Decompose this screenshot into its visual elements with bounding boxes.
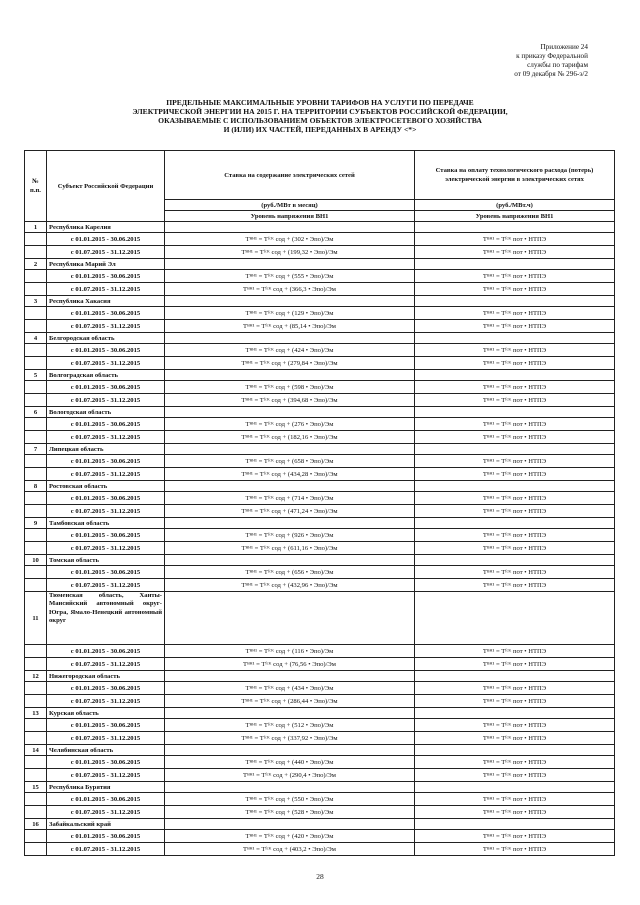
period-row bbox=[25, 492, 615, 505]
region-name: Томская область bbox=[47, 555, 165, 566]
row-number: 8 bbox=[25, 481, 47, 492]
appendix-line: Приложение 24 bbox=[540, 43, 588, 51]
empty-cell bbox=[25, 357, 47, 370]
loss-formula: Tᴮᴴ¹ = Tᶠᶜᴷ пот • НТПЭ bbox=[415, 320, 615, 333]
region-name: Республика Карелия bbox=[47, 222, 165, 233]
region-row bbox=[25, 407, 615, 418]
empty-cell bbox=[415, 296, 615, 307]
region-row bbox=[25, 259, 615, 270]
maintenance-formula: Tᴮᴴ¹ = Tᶠᶜᴷ сод + (424 • Эпо)/Эм bbox=[165, 344, 415, 357]
period-label: с 01.01.2015 - 30.06.2015 bbox=[47, 233, 165, 246]
maintenance-formula: Tᴮᴴ¹ = Tᶠᶜᴷ сод + (926 • Эпо)/Эм bbox=[165, 529, 415, 542]
period-label: с 01.07.2015 - 31.12.2015 bbox=[47, 843, 165, 856]
period-row bbox=[25, 233, 615, 246]
period-label: с 01.07.2015 - 31.12.2015 bbox=[47, 468, 165, 481]
header-voltage-maintenance: Уровень напряжения ВН1 bbox=[165, 211, 415, 222]
empty-cell bbox=[25, 246, 47, 259]
document-title bbox=[110, 98, 530, 134]
region-name: Вологодская область bbox=[47, 407, 165, 418]
empty-cell bbox=[415, 518, 615, 529]
period-row bbox=[25, 756, 615, 769]
empty-cell bbox=[165, 819, 415, 830]
period-label: с 01.07.2015 - 31.12.2015 bbox=[47, 283, 165, 296]
row-number: 6 bbox=[25, 407, 47, 418]
maintenance-formula: Tᴮᴴ¹ = Tᶠᶜᴷ сод + (279,84 • Эпо)/Эм bbox=[165, 357, 415, 370]
row-number: 7 bbox=[25, 444, 47, 455]
header-unit-loss: (руб./МВт.ч) bbox=[415, 200, 615, 211]
empty-cell bbox=[25, 695, 47, 708]
period-label: с 01.07.2015 - 31.12.2015 bbox=[47, 431, 165, 444]
empty-cell bbox=[415, 745, 615, 756]
empty-cell bbox=[415, 370, 615, 381]
appendix-line: службы по тарифам bbox=[527, 61, 588, 69]
empty-cell bbox=[165, 782, 415, 793]
loss-formula: Tᴮᴴ¹ = Tᶠᶜᴷ пот • НТПЭ bbox=[415, 566, 615, 579]
period-row bbox=[25, 793, 615, 806]
loss-formula: Tᴮᴴ¹ = Tᶠᶜᴷ пот • НТПЭ bbox=[415, 529, 615, 542]
period-row bbox=[25, 566, 615, 579]
period-label: с 01.07.2015 - 31.12.2015 bbox=[47, 246, 165, 259]
empty-cell bbox=[25, 270, 47, 283]
period-row bbox=[25, 658, 615, 671]
maintenance-formula: Tᴮᴴ¹ = Tᶠᶜᴷ сод + (366,3 • Эпо)/Эм bbox=[165, 283, 415, 296]
region-name: Волгоградская область bbox=[47, 370, 165, 381]
period-row bbox=[25, 307, 615, 320]
title-line: ЭЛЕКТРИЧЕСКОЙ ЭНЕРГИИ НА 2015 Г. НА ТЕРРИТОРИИ СУБЪЕКТОВ РОССИЙСКОЙ ФЕДЕРАЦИИ, bbox=[132, 107, 508, 116]
empty-cell bbox=[415, 444, 615, 455]
period-row bbox=[25, 682, 615, 695]
region-row bbox=[25, 370, 615, 381]
region-row bbox=[25, 222, 615, 233]
period-row bbox=[25, 843, 615, 856]
empty-cell bbox=[25, 381, 47, 394]
loss-formula: Tᴮᴴ¹ = Tᶠᶜᴷ пот • НТПЭ bbox=[415, 357, 615, 370]
region-row bbox=[25, 481, 615, 492]
title-line: И (ИЛИ) ИХ ЧАСТЕЙ, ПЕРЕДАННЫХ В АРЕНДУ <*> bbox=[223, 125, 417, 134]
region-name: Республика Хакасия bbox=[47, 296, 165, 307]
maintenance-formula: Tᴮᴴ¹ = Tᶠᶜᴷ сод + (555 • Эпо)/Эм bbox=[165, 270, 415, 283]
empty-cell bbox=[415, 708, 615, 719]
loss-formula: Tᴮᴴ¹ = Tᶠᶜᴷ пот • НТПЭ bbox=[415, 830, 615, 843]
region-name: Республика Марий Эл bbox=[47, 259, 165, 270]
empty-cell bbox=[25, 682, 47, 695]
period-row bbox=[25, 283, 615, 296]
row-number: 15 bbox=[25, 782, 47, 793]
period-row bbox=[25, 505, 615, 518]
period-label: с 01.07.2015 - 31.12.2015 bbox=[47, 732, 165, 745]
period-label: с 01.01.2015 - 30.06.2015 bbox=[47, 270, 165, 283]
maintenance-formula: Tᴮᴴ¹ = Tᶠᶜᴷ сод + (129 • Эпо)/Эм bbox=[165, 307, 415, 320]
loss-formula: Tᴮᴴ¹ = Tᶠᶜᴷ пот • НТПЭ bbox=[415, 344, 615, 357]
empty-cell bbox=[25, 793, 47, 806]
row-number: 2 bbox=[25, 259, 47, 270]
loss-formula: Tᴮᴴ¹ = Tᶠᶜᴷ пот • НТПЭ bbox=[415, 505, 615, 518]
empty-cell bbox=[165, 518, 415, 529]
empty-cell bbox=[165, 481, 415, 492]
empty-cell bbox=[415, 222, 615, 233]
empty-cell bbox=[25, 843, 47, 856]
region-name: Челябинская область bbox=[47, 745, 165, 756]
loss-formula: Tᴮᴴ¹ = Tᶠᶜᴷ пот • НТПЭ bbox=[415, 418, 615, 431]
maintenance-formula: Tᴮᴴ¹ = Tᶠᶜᴷ сод + (302 • Эпо)/Эм bbox=[165, 233, 415, 246]
empty-cell bbox=[25, 492, 47, 505]
empty-cell bbox=[165, 708, 415, 719]
maintenance-formula: Tᴮᴴ¹ = Tᶠᶜᴷ сод + (598 • Эпо)/Эм bbox=[165, 381, 415, 394]
empty-cell bbox=[25, 505, 47, 518]
header-subject: Субъект Российской Федерации bbox=[47, 151, 165, 222]
empty-cell bbox=[25, 756, 47, 769]
maintenance-formula: Tᴮᴴ¹ = Tᶠᶜᴷ сод + (656 • Эпо)/Эм bbox=[165, 566, 415, 579]
period-row bbox=[25, 695, 615, 708]
period-label: с 01.07.2015 - 31.12.2015 bbox=[47, 394, 165, 407]
period-label: с 01.01.2015 - 30.06.2015 bbox=[47, 645, 165, 658]
empty-cell bbox=[415, 592, 615, 645]
region-name: Республика Бурятия bbox=[47, 782, 165, 793]
empty-cell bbox=[25, 579, 47, 592]
period-label: с 01.07.2015 - 31.12.2015 bbox=[47, 357, 165, 370]
loss-formula: Tᴮᴴ¹ = Tᶠᶜᴷ пот • НТПЭ bbox=[415, 682, 615, 695]
empty-cell bbox=[415, 671, 615, 682]
row-number: 3 bbox=[25, 296, 47, 307]
row-number: 1 bbox=[25, 222, 47, 233]
empty-cell bbox=[25, 344, 47, 357]
loss-formula: Tᴮᴴ¹ = Tᶠᶜᴷ пот • НТПЭ bbox=[415, 381, 615, 394]
title-line: ПРЕДЕЛЬНЫЕ МАКСИМАЛЬНЫЕ УРОВНИ ТАРИФОВ НА УСЛУГИ ПО ПЕРЕДАЧЕ bbox=[166, 98, 474, 107]
empty-cell bbox=[165, 370, 415, 381]
region-row bbox=[25, 782, 615, 793]
loss-formula: Tᴮᴴ¹ = Tᶠᶜᴷ пот • НТПЭ bbox=[415, 695, 615, 708]
period-label: с 01.07.2015 - 31.12.2015 bbox=[47, 579, 165, 592]
period-label: с 01.01.2015 - 30.06.2015 bbox=[47, 756, 165, 769]
empty-cell bbox=[165, 745, 415, 756]
row-number: 10 bbox=[25, 555, 47, 566]
period-row bbox=[25, 830, 615, 843]
period-row bbox=[25, 645, 615, 658]
period-label: с 01.01.2015 - 30.06.2015 bbox=[47, 455, 165, 468]
period-row bbox=[25, 344, 615, 357]
empty-cell bbox=[25, 394, 47, 407]
empty-cell bbox=[25, 320, 47, 333]
header-unit-maintenance: (руб./МВт в месяц) bbox=[165, 200, 415, 211]
appendix-line: от 09 декабря № 296-э/2 bbox=[514, 70, 588, 78]
loss-formula: Tᴮᴴ¹ = Tᶠᶜᴷ пот • НТПЭ bbox=[415, 542, 615, 555]
empty-cell bbox=[25, 830, 47, 843]
maintenance-formula: Tᴮᴴ¹ = Tᶠᶜᴷ сод + (286,44 • Эпо)/Эм bbox=[165, 695, 415, 708]
maintenance-formula: Tᴮᴴ¹ = Tᶠᶜᴷ сод + (512 • Эпо)/Эм bbox=[165, 719, 415, 732]
empty-cell bbox=[165, 296, 415, 307]
empty-cell bbox=[165, 333, 415, 344]
row-number: 5 bbox=[25, 370, 47, 381]
loss-formula: Tᴮᴴ¹ = Tᶠᶜᴷ пот • НТПЭ bbox=[415, 468, 615, 481]
tariff-table bbox=[24, 150, 615, 856]
region-row bbox=[25, 296, 615, 307]
maintenance-formula: Tᴮᴴ¹ = Tᶠᶜᴷ сод + (471,24 • Эпо)/Эм bbox=[165, 505, 415, 518]
maintenance-formula: Tᴮᴴ¹ = Tᶠᶜᴷ сод + (434,28 • Эпо)/Эм bbox=[165, 468, 415, 481]
period-label: с 01.01.2015 - 30.06.2015 bbox=[47, 307, 165, 320]
period-label: с 01.07.2015 - 31.12.2015 bbox=[47, 542, 165, 555]
period-row bbox=[25, 357, 615, 370]
period-label: с 01.01.2015 - 30.06.2015 bbox=[47, 381, 165, 394]
loss-formula: Tᴮᴴ¹ = Tᶠᶜᴷ пот • НТПЭ bbox=[415, 719, 615, 732]
region-name: Тамбовская область bbox=[47, 518, 165, 529]
empty-cell bbox=[25, 455, 47, 468]
region-row bbox=[25, 671, 615, 682]
period-row bbox=[25, 806, 615, 819]
row-number: 12 bbox=[25, 671, 47, 682]
maintenance-formula: Tᴮᴴ¹ = Tᶠᶜᴷ сод + (714 • Эпо)/Эм bbox=[165, 492, 415, 505]
empty-cell bbox=[25, 566, 47, 579]
empty-cell bbox=[25, 529, 47, 542]
maintenance-formula: Tᴮᴴ¹ = Tᶠᶜᴷ сод + (290,4 • Эпо)/Эм bbox=[165, 769, 415, 782]
period-label: с 01.07.2015 - 31.12.2015 bbox=[47, 806, 165, 819]
region-name: Липецкая область bbox=[47, 444, 165, 455]
period-label: с 01.07.2015 - 31.12.2015 bbox=[47, 658, 165, 671]
period-label: с 01.01.2015 - 30.06.2015 bbox=[47, 492, 165, 505]
period-row bbox=[25, 579, 615, 592]
maintenance-formula: Tᴮᴴ¹ = Tᶠᶜᴷ сод + (432,96 • Эпо)/Эм bbox=[165, 579, 415, 592]
empty-cell bbox=[25, 418, 47, 431]
header-num: № п.п. bbox=[25, 151, 47, 222]
maintenance-formula: Tᴮᴴ¹ = Tᶠᶜᴷ сод + (199,32 • Эпо)/Эм bbox=[165, 246, 415, 259]
maintenance-formula: Tᴮᴴ¹ = Tᶠᶜᴷ сод + (76,56 • Эпо)/Эм bbox=[165, 658, 415, 671]
region-row bbox=[25, 518, 615, 529]
period-label: с 01.07.2015 - 31.12.2015 bbox=[47, 320, 165, 333]
loss-formula: Tᴮᴴ¹ = Tᶠᶜᴷ пот • НТПЭ bbox=[415, 283, 615, 296]
period-row bbox=[25, 418, 615, 431]
empty-cell bbox=[415, 259, 615, 270]
loss-formula: Tᴮᴴ¹ = Tᶠᶜᴷ пот • НТПЭ bbox=[415, 246, 615, 259]
empty-cell bbox=[25, 542, 47, 555]
loss-formula: Tᴮᴴ¹ = Tᶠᶜᴷ пот • НТПЭ bbox=[415, 658, 615, 671]
region-name: Ростовская область bbox=[47, 481, 165, 492]
maintenance-formula: Tᴮᴴ¹ = Tᶠᶜᴷ сод + (658 • Эпо)/Эм bbox=[165, 455, 415, 468]
row-number: 13 bbox=[25, 708, 47, 719]
loss-formula: Tᴮᴴ¹ = Tᶠᶜᴷ пот • НТПЭ bbox=[415, 394, 615, 407]
period-row bbox=[25, 529, 615, 542]
empty-cell bbox=[165, 444, 415, 455]
region-name: Курская область bbox=[47, 708, 165, 719]
region-name: Тюменская область, Ханты-Мансийский автономный округ-Югра, Ямало-Ненецкий автономный округ bbox=[47, 592, 165, 645]
maintenance-formula: Tᴮᴴ¹ = Tᶠᶜᴷ сод + (276 • Эпо)/Эм bbox=[165, 418, 415, 431]
empty-cell bbox=[415, 782, 615, 793]
period-row bbox=[25, 381, 615, 394]
empty-cell bbox=[25, 732, 47, 745]
empty-cell bbox=[25, 431, 47, 444]
appendix-line: к приказу Федеральной bbox=[516, 52, 588, 60]
region-row bbox=[25, 333, 615, 344]
empty-cell bbox=[25, 645, 47, 658]
maintenance-formula: Tᴮᴴ¹ = Tᶠᶜᴷ сод + (420 • Эпо)/Эм bbox=[165, 830, 415, 843]
empty-cell bbox=[25, 658, 47, 671]
period-row bbox=[25, 769, 615, 782]
header-voltage-loss: Уровень напряжения ВН1 bbox=[415, 211, 615, 222]
maintenance-formula: Tᴮᴴ¹ = Tᶠᶜᴷ сод + (394,68 • Эпо)/Эм bbox=[165, 394, 415, 407]
period-label: с 01.07.2015 - 31.12.2015 bbox=[47, 769, 165, 782]
period-label: с 01.01.2015 - 30.06.2015 bbox=[47, 682, 165, 695]
page-number: 28 bbox=[316, 872, 324, 881]
region-name: Нижегородская область bbox=[47, 671, 165, 682]
period-label: с 01.07.2015 - 31.12.2015 bbox=[47, 505, 165, 518]
loss-formula: Tᴮᴴ¹ = Tᶠᶜᴷ пот • НТПЭ bbox=[415, 307, 615, 320]
loss-formula: Tᴮᴴ¹ = Tᶠᶜᴷ пот • НТПЭ bbox=[415, 455, 615, 468]
maintenance-formula: Tᴮᴴ¹ = Tᶠᶜᴷ сод + (85,14 • Эпо)/Эм bbox=[165, 320, 415, 333]
maintenance-formula: Tᴮᴴ¹ = Tᶠᶜᴷ сод + (182,16 • Эпо)/Эм bbox=[165, 431, 415, 444]
period-row bbox=[25, 320, 615, 333]
loss-formula: Tᴮᴴ¹ = Tᶠᶜᴷ пот • НТПЭ bbox=[415, 769, 615, 782]
empty-cell bbox=[165, 407, 415, 418]
empty-cell bbox=[25, 719, 47, 732]
period-row bbox=[25, 732, 615, 745]
period-label: с 01.01.2015 - 30.06.2015 bbox=[47, 418, 165, 431]
empty-cell bbox=[165, 592, 415, 645]
period-row bbox=[25, 431, 615, 444]
empty-cell bbox=[415, 333, 615, 344]
empty-cell bbox=[415, 481, 615, 492]
period-label: с 01.01.2015 - 30.06.2015 bbox=[47, 529, 165, 542]
maintenance-formula: Tᴮᴴ¹ = Tᶠᶜᴷ сод + (434 • Эпо)/Эм bbox=[165, 682, 415, 695]
loss-formula: Tᴮᴴ¹ = Tᶠᶜᴷ пот • НТПЭ bbox=[415, 431, 615, 444]
loss-formula: Tᴮᴴ¹ = Tᶠᶜᴷ пот • НТПЭ bbox=[415, 732, 615, 745]
empty-cell bbox=[25, 233, 47, 246]
period-label: с 01.01.2015 - 30.06.2015 bbox=[47, 719, 165, 732]
empty-cell bbox=[25, 769, 47, 782]
maintenance-formula: Tᴮᴴ¹ = Tᶠᶜᴷ сод + (611,16 • Эпо)/Эм bbox=[165, 542, 415, 555]
loss-formula: Tᴮᴴ¹ = Tᶠᶜᴷ пот • НТПЭ bbox=[415, 233, 615, 246]
row-number: 14 bbox=[25, 745, 47, 756]
row-number: 9 bbox=[25, 518, 47, 529]
region-name: Белгородская область bbox=[47, 333, 165, 344]
region-row bbox=[25, 819, 615, 830]
maintenance-formula: Tᴮᴴ¹ = Tᶠᶜᴷ сод + (528 • Эпо)/Эм bbox=[165, 806, 415, 819]
period-row bbox=[25, 455, 615, 468]
loss-formula: Tᴮᴴ¹ = Tᶠᶜᴷ пот • НТПЭ bbox=[415, 270, 615, 283]
empty-cell bbox=[25, 307, 47, 320]
period-label: с 01.01.2015 - 30.06.2015 bbox=[47, 344, 165, 357]
empty-cell bbox=[165, 671, 415, 682]
maintenance-formula: Tᴮᴴ¹ = Tᶠᶜᴷ сод + (403,2 • Эпо)/Эм bbox=[165, 843, 415, 856]
region-name: Забайкальский край bbox=[47, 819, 165, 830]
period-row bbox=[25, 270, 615, 283]
region-row bbox=[25, 555, 615, 566]
loss-formula: Tᴮᴴ¹ = Tᶠᶜᴷ пот • НТПЭ bbox=[415, 492, 615, 505]
empty-cell bbox=[165, 259, 415, 270]
row-number: 11 bbox=[25, 592, 47, 645]
period-label: с 01.01.2015 - 30.06.2015 bbox=[47, 793, 165, 806]
maintenance-formula: Tᴮᴴ¹ = Tᶠᶜᴷ сод + (116 • Эпо)/Эм bbox=[165, 645, 415, 658]
period-row bbox=[25, 394, 615, 407]
period-label: с 01.01.2015 - 30.06.2015 bbox=[47, 830, 165, 843]
row-number: 4 bbox=[25, 333, 47, 344]
header-rate-maintenance: Ставка на содержание электрических сетей bbox=[165, 151, 415, 200]
maintenance-formula: Tᴮᴴ¹ = Tᶠᶜᴷ сод + (550 • Эпо)/Эм bbox=[165, 793, 415, 806]
region-row bbox=[25, 592, 615, 645]
empty-cell bbox=[165, 555, 415, 566]
empty-cell bbox=[165, 222, 415, 233]
empty-cell bbox=[25, 806, 47, 819]
period-label: с 01.07.2015 - 31.12.2015 bbox=[47, 695, 165, 708]
empty-cell bbox=[415, 819, 615, 830]
header-rate-loss: Ставка на оплату технологического расхода (потерь) электрической энергии в электрических сетях bbox=[415, 151, 615, 200]
empty-cell bbox=[25, 283, 47, 296]
loss-formula: Tᴮᴴ¹ = Tᶠᶜᴷ пот • НТПЭ bbox=[415, 793, 615, 806]
period-row bbox=[25, 719, 615, 732]
period-label: с 01.01.2015 - 30.06.2015 bbox=[47, 566, 165, 579]
maintenance-formula: Tᴮᴴ¹ = Tᶠᶜᴷ сод + (337,92 • Эпо)/Эм bbox=[165, 732, 415, 745]
loss-formula: Tᴮᴴ¹ = Tᶠᶜᴷ пот • НТПЭ bbox=[415, 843, 615, 856]
table-body bbox=[25, 222, 615, 856]
region-row bbox=[25, 708, 615, 719]
period-row bbox=[25, 468, 615, 481]
period-row bbox=[25, 246, 615, 259]
loss-formula: Tᴮᴴ¹ = Tᶠᶜᴷ пот • НТПЭ bbox=[415, 756, 615, 769]
empty-cell bbox=[415, 555, 615, 566]
appendix-block bbox=[418, 43, 588, 79]
maintenance-formula: Tᴮᴴ¹ = Tᶠᶜᴷ сод + (440 • Эпо)/Эм bbox=[165, 756, 415, 769]
region-row bbox=[25, 745, 615, 756]
region-row bbox=[25, 444, 615, 455]
empty-cell bbox=[25, 468, 47, 481]
loss-formula: Tᴮᴴ¹ = Tᶠᶜᴷ пот • НТПЭ bbox=[415, 579, 615, 592]
title-line: ОКАЗЫВАЕМЫЕ С ИСПОЛЬЗОВАНИЕМ ОБЪЕКТОВ ЭЛЕКТРОСЕТЕВОГО ХОЗЯЙСТВА bbox=[158, 116, 482, 125]
empty-cell bbox=[415, 407, 615, 418]
row-number: 16 bbox=[25, 819, 47, 830]
loss-formula: Tᴮᴴ¹ = Tᶠᶜᴷ пот • НТПЭ bbox=[415, 645, 615, 658]
loss-formula: Tᴮᴴ¹ = Tᶠᶜᴷ пот • НТПЭ bbox=[415, 806, 615, 819]
period-row bbox=[25, 542, 615, 555]
